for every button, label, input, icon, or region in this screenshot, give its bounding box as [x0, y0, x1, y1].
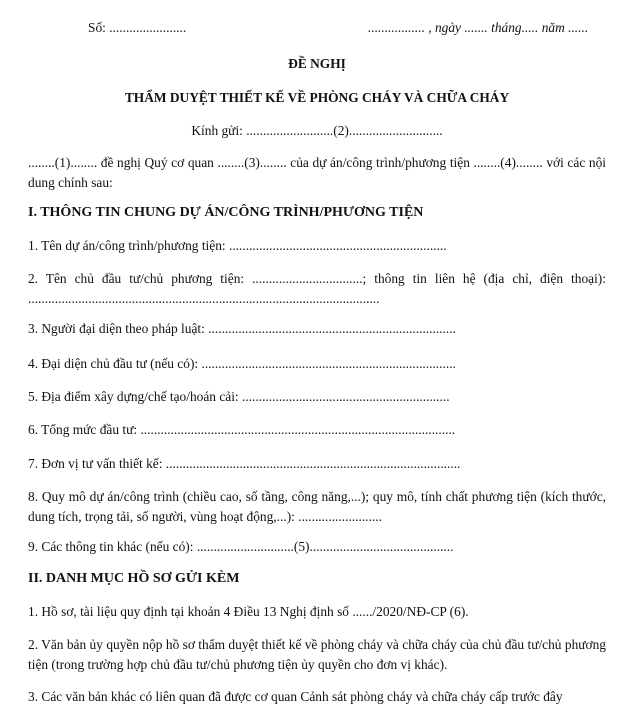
section-2-item: 3. Các văn bản khác có liên quan đã được cơ quan Cảnh sát phòng cháy và chữa cháy cấp trước đây — [28, 689, 563, 704]
section-1-item: 1. Tên dự án/công trình/phương tiện: ................................................................. — [28, 238, 447, 253]
recipient-line: Kính gửi: ..........................(2)............................ — [191, 123, 443, 138]
section-1-item: 2. Tên chủ đầu tư/chủ phương tiện: .................................; thông tin liên hệ (địa chỉ, điện thoại): ......................................................................................................... — [28, 271, 606, 306]
document-title: ĐỀ NGHỊ — [288, 56, 346, 71]
section-1-heading: I. THÔNG TIN CHUNG DỰ ÁN/CÔNG TRÌNH/PHƯƠNG TIỆN — [28, 205, 424, 220]
section-1-item: 3. Người đại diện theo pháp luật: .......................................................................... — [28, 321, 456, 336]
section-1-item: 5. Địa điểm xây dựng/chế tạo/hoán cải: .............................................................. — [28, 389, 450, 404]
section-1-item: 8. Quy mô dự án/công trình (chiều cao, số tầng, công năng,...); quy mô, tính chất phương tiện (kích thước, dung tích, trọng tải, số người, vùng hoạt động,...): ......................... — [28, 489, 606, 524]
section-2-item: 2. Văn bản ủy quyền nộp hồ sơ thẩm duyệt thiết kế về phòng cháy và chữa cháy của chủ đầu tư/chủ phương tiện (trong trường hợp chủ đầu tư/chủ phương tiện ủy quyền cho đơn vị khác). — [28, 637, 606, 672]
intro-paragraph: ........(1)........ đề nghị Quý cơ quan ........(3)........ của dự án/công trình/phương tiện ........(4)........ với các nội dung chính sau: — [28, 155, 606, 190]
document-number: Số: ....................... — [88, 20, 187, 35]
section-2-heading: II. DANH MỤC HỒ SƠ GỬI KÈM — [28, 571, 240, 586]
section-1-item: 6. Tổng mức đầu tư: .............................................................................................. — [28, 422, 456, 437]
section-1-item: 7. Đơn vị tư vấn thiết kế: ........................................................................................ — [28, 456, 461, 471]
section-1-item: 4. Đại diện chủ đầu tư (nếu có): ............................................................................ — [28, 356, 456, 371]
section-2-item: 1. Hồ sơ, tài liệu quy định tại khoản 4 Điều 13 Nghị định số ....../2020/NĐ-CP (6). — [28, 604, 469, 619]
document-date: ................. , ngày ....... tháng..... năm ...... — [368, 20, 589, 35]
section-1-item: 9. Các thông tin khác (nếu có): .............................(5)........................................... — [28, 539, 454, 554]
document-subtitle: THẨM DUYỆT THIẾT KẾ VỀ PHÒNG CHÁY VÀ CHỮA CHÁY — [124, 90, 510, 105]
